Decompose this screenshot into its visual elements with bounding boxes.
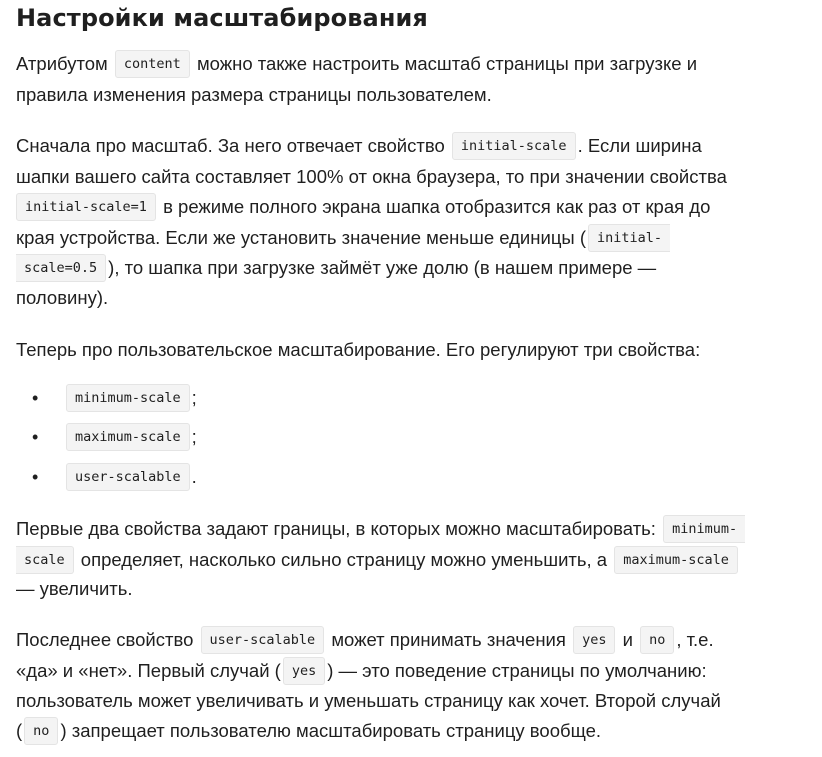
text: ; (191, 387, 197, 408)
paragraph-2-line-6: половину). (16, 287, 109, 308)
paragraph-2-line-2: шапки вашего сайта составляет 100% от окна браузера, то при значении свойства (16, 166, 727, 187)
list-item (66, 383, 197, 413)
paragraph-4-line-2 (16, 545, 740, 575)
paragraph-2-line-1 (16, 131, 702, 161)
text: края устройства. Если же установить значение меньше единицы ( (16, 227, 587, 248)
text: «да» и «нет». Первый случай ( (16, 660, 281, 681)
code-no-2: no (24, 717, 58, 745)
text: ( (16, 720, 23, 741)
text: Атрибутом (16, 53, 108, 74)
text: , т.е. (676, 629, 714, 650)
paragraph-1-line-2: правила изменения размера страницы пользователем. (16, 84, 492, 105)
paragraph-5-line-2 (16, 656, 707, 686)
text: в режиме полного экрана шапка отобразится как раз от края до (163, 196, 711, 217)
code-minimum-scale-part2: scale (16, 546, 74, 574)
code-initial-scale-05-part2: scale=0.5 (16, 254, 106, 282)
code-initial-scale: initial-scale (452, 132, 576, 160)
code-yes: yes (573, 626, 615, 654)
paragraph-5-line-1 (16, 625, 714, 655)
paragraph-1-line-1 (16, 49, 697, 79)
section-heading: Настройки масштабирования (16, 4, 428, 32)
list-item (66, 462, 197, 492)
code-minimum-scale-part1: minimum- (663, 515, 745, 543)
paragraph-4-line-1 (16, 514, 747, 544)
code-content: content (115, 50, 190, 78)
code-yes-2: yes (283, 657, 325, 685)
code-no: no (640, 626, 674, 654)
list-item (66, 422, 197, 452)
list-bullet: • (32, 467, 39, 487)
code-user-scalable-inline: user-scalable (201, 626, 325, 654)
text: Сначала про масштаб. За него отвечает свойство (16, 135, 445, 156)
text: может принимать значения (331, 629, 566, 650)
code-initial-scale-05-part1: initial- (588, 224, 670, 252)
text: ; (191, 426, 197, 447)
paragraph-4-line-3: — увеличить. (16, 578, 133, 599)
text: Первые два свойства задают границы, в которых можно масштабировать: (16, 518, 656, 539)
text: и (622, 629, 633, 650)
list-bullet: • (32, 388, 39, 408)
code-user-scalable: user-scalable (66, 463, 190, 491)
paragraph-2-line-4 (16, 223, 672, 253)
text: определяет, насколько сильно страницу можно уменьшить, а (80, 549, 608, 570)
code-initial-scale-1: initial-scale=1 (16, 193, 156, 221)
text: ) — это поведение страницы по умолчанию: (327, 660, 707, 681)
paragraph-5-line-4 (16, 716, 601, 746)
text: ) запрещает пользователю масштабировать страницу вообще. (60, 720, 602, 741)
code-maximum-scale: maximum-scale (66, 423, 190, 451)
text: . Если ширина (577, 135, 702, 156)
list-bullet: • (32, 427, 39, 447)
paragraph-2-line-5 (16, 253, 656, 283)
paragraph-3: Теперь про пользовательское масштабирование. Его регулируют три свойства: (16, 339, 701, 360)
text: . (191, 466, 197, 487)
paragraph-2-line-3 (16, 192, 710, 222)
text: ), то шапка при загрузке займёт уже долю (в нашем примере — (108, 257, 657, 278)
text: Последнее свойство (16, 629, 194, 650)
code-maximum-scale-inline: maximum-scale (614, 546, 738, 574)
code-minimum-scale: minimum-scale (66, 384, 190, 412)
text: можно также настроить масштаб страницы при загрузке и (196, 53, 698, 74)
paragraph-5-line-3: пользователь может увеличивать и уменьшать страницу как хочет. Второй случай (16, 690, 721, 711)
